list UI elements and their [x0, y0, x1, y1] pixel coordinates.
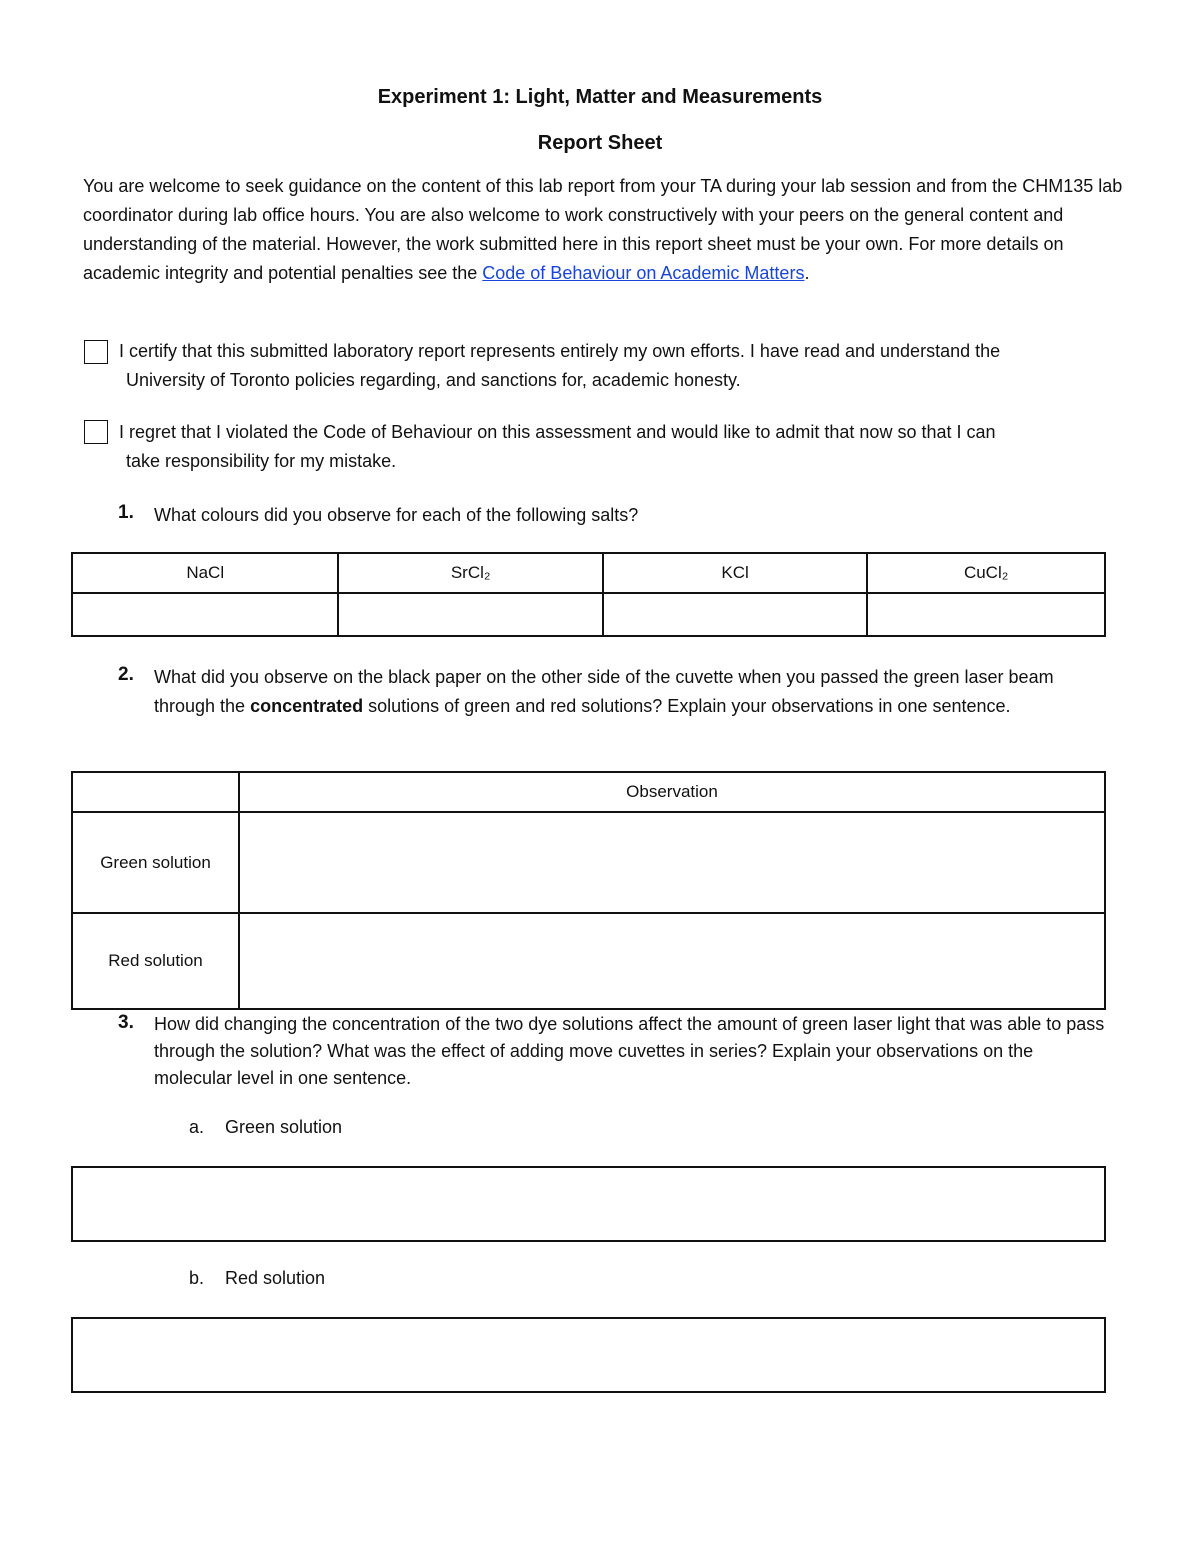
question-2-text-after: solutions of green and red solutions? Explain your observations in one sentence. — [363, 696, 1011, 716]
salt-colour-table — [71, 552, 1106, 637]
question-1-number: 1. — [118, 502, 134, 523]
certify-statement — [119, 337, 1119, 395]
regret-line-2: take responsibility for my mistake. — [126, 451, 397, 471]
part-b-label: Red solution — [225, 1268, 326, 1288]
question-3-number: 3. — [118, 1012, 134, 1033]
observation-answer-red[interactable] — [239, 913, 1105, 1009]
salt-answer-kcl[interactable] — [603, 593, 867, 636]
question-2-bold: concentrated — [250, 696, 364, 716]
part-b-letter: b. — [189, 1268, 205, 1288]
certify-line-1: I certify that this submitted laboratory report represents entirely my own efforts. I have read and understand the — [119, 341, 1001, 361]
salt-header-cucl2: CuCl₂ — [867, 553, 1105, 593]
salt-header-srcl2: SrCl₂ — [338, 553, 602, 593]
observation-row-label-green: Green solution — [72, 812, 239, 913]
salt-answer-cucl2[interactable] — [867, 593, 1105, 636]
observation-table — [71, 771, 1106, 1010]
salt-header-nacl: NaCl — [72, 553, 338, 593]
salt-header-kcl: KCl — [603, 553, 867, 593]
salt-answer-srcl2[interactable] — [338, 593, 602, 636]
question-2-text — [154, 663, 1109, 721]
intro-paragraph — [83, 172, 1123, 288]
part-a-letter: a. — [189, 1117, 205, 1137]
question-2-number: 2. — [118, 664, 134, 685]
question-2-text-before: What did you observe on the black paper on the other side of the cuvette when you passed the green laser beam through the — [154, 667, 1054, 716]
code-of-behaviour-link[interactable]: Code of Behaviour on Academic Matters — [482, 263, 805, 283]
regret-checkbox[interactable] — [84, 420, 108, 444]
question-3-text: How did changing the concentration of the two dye solutions affect the amount of green laser light that was able to pass through the solution? What was the effect of adding move cuvettes in series? Explain your observations on the molecular level in one sentence. — [154, 1014, 1105, 1088]
page-subtitle: Report Sheet — [537, 132, 663, 154]
part-a-label: Green solution — [225, 1117, 343, 1137]
observation-row-label-red: Red solution — [72, 913, 239, 1009]
observation-answer-green[interactable] — [239, 812, 1105, 913]
certify-checkbox[interactable] — [84, 340, 108, 364]
observation-header: Observation — [239, 772, 1105, 812]
green-solution-answer-box[interactable] — [71, 1166, 1106, 1242]
observation-corner-cell — [72, 772, 239, 812]
red-solution-answer-box[interactable] — [71, 1317, 1106, 1393]
intro-end: . — [804, 263, 810, 283]
regret-line-1: I regret that I violated the Code of Behaviour on this assessment and would like to admit that now so that I can — [119, 422, 996, 442]
salt-answer-nacl[interactable] — [72, 593, 338, 636]
regret-statement — [119, 418, 1119, 476]
certify-line-2: University of Toronto policies regarding, and sanctions for, academic honesty. — [126, 370, 741, 390]
question-1-text: What colours did you observe for each of the following salts? — [154, 505, 639, 525]
page-title: Experiment 1: Light, Matter and Measurements — [377, 86, 823, 108]
intro-text: You are welcome to seek guidance on the content of this lab report from your TA during your lab session and from the CHM135 lab coordinator during lab office hours. You are also welcome to work constructively with your peers on the general content and understanding of the material. However, the work submitted here in this report sheet must be your own. For more details on academic integrity and potential penalties see the — [83, 176, 1123, 283]
